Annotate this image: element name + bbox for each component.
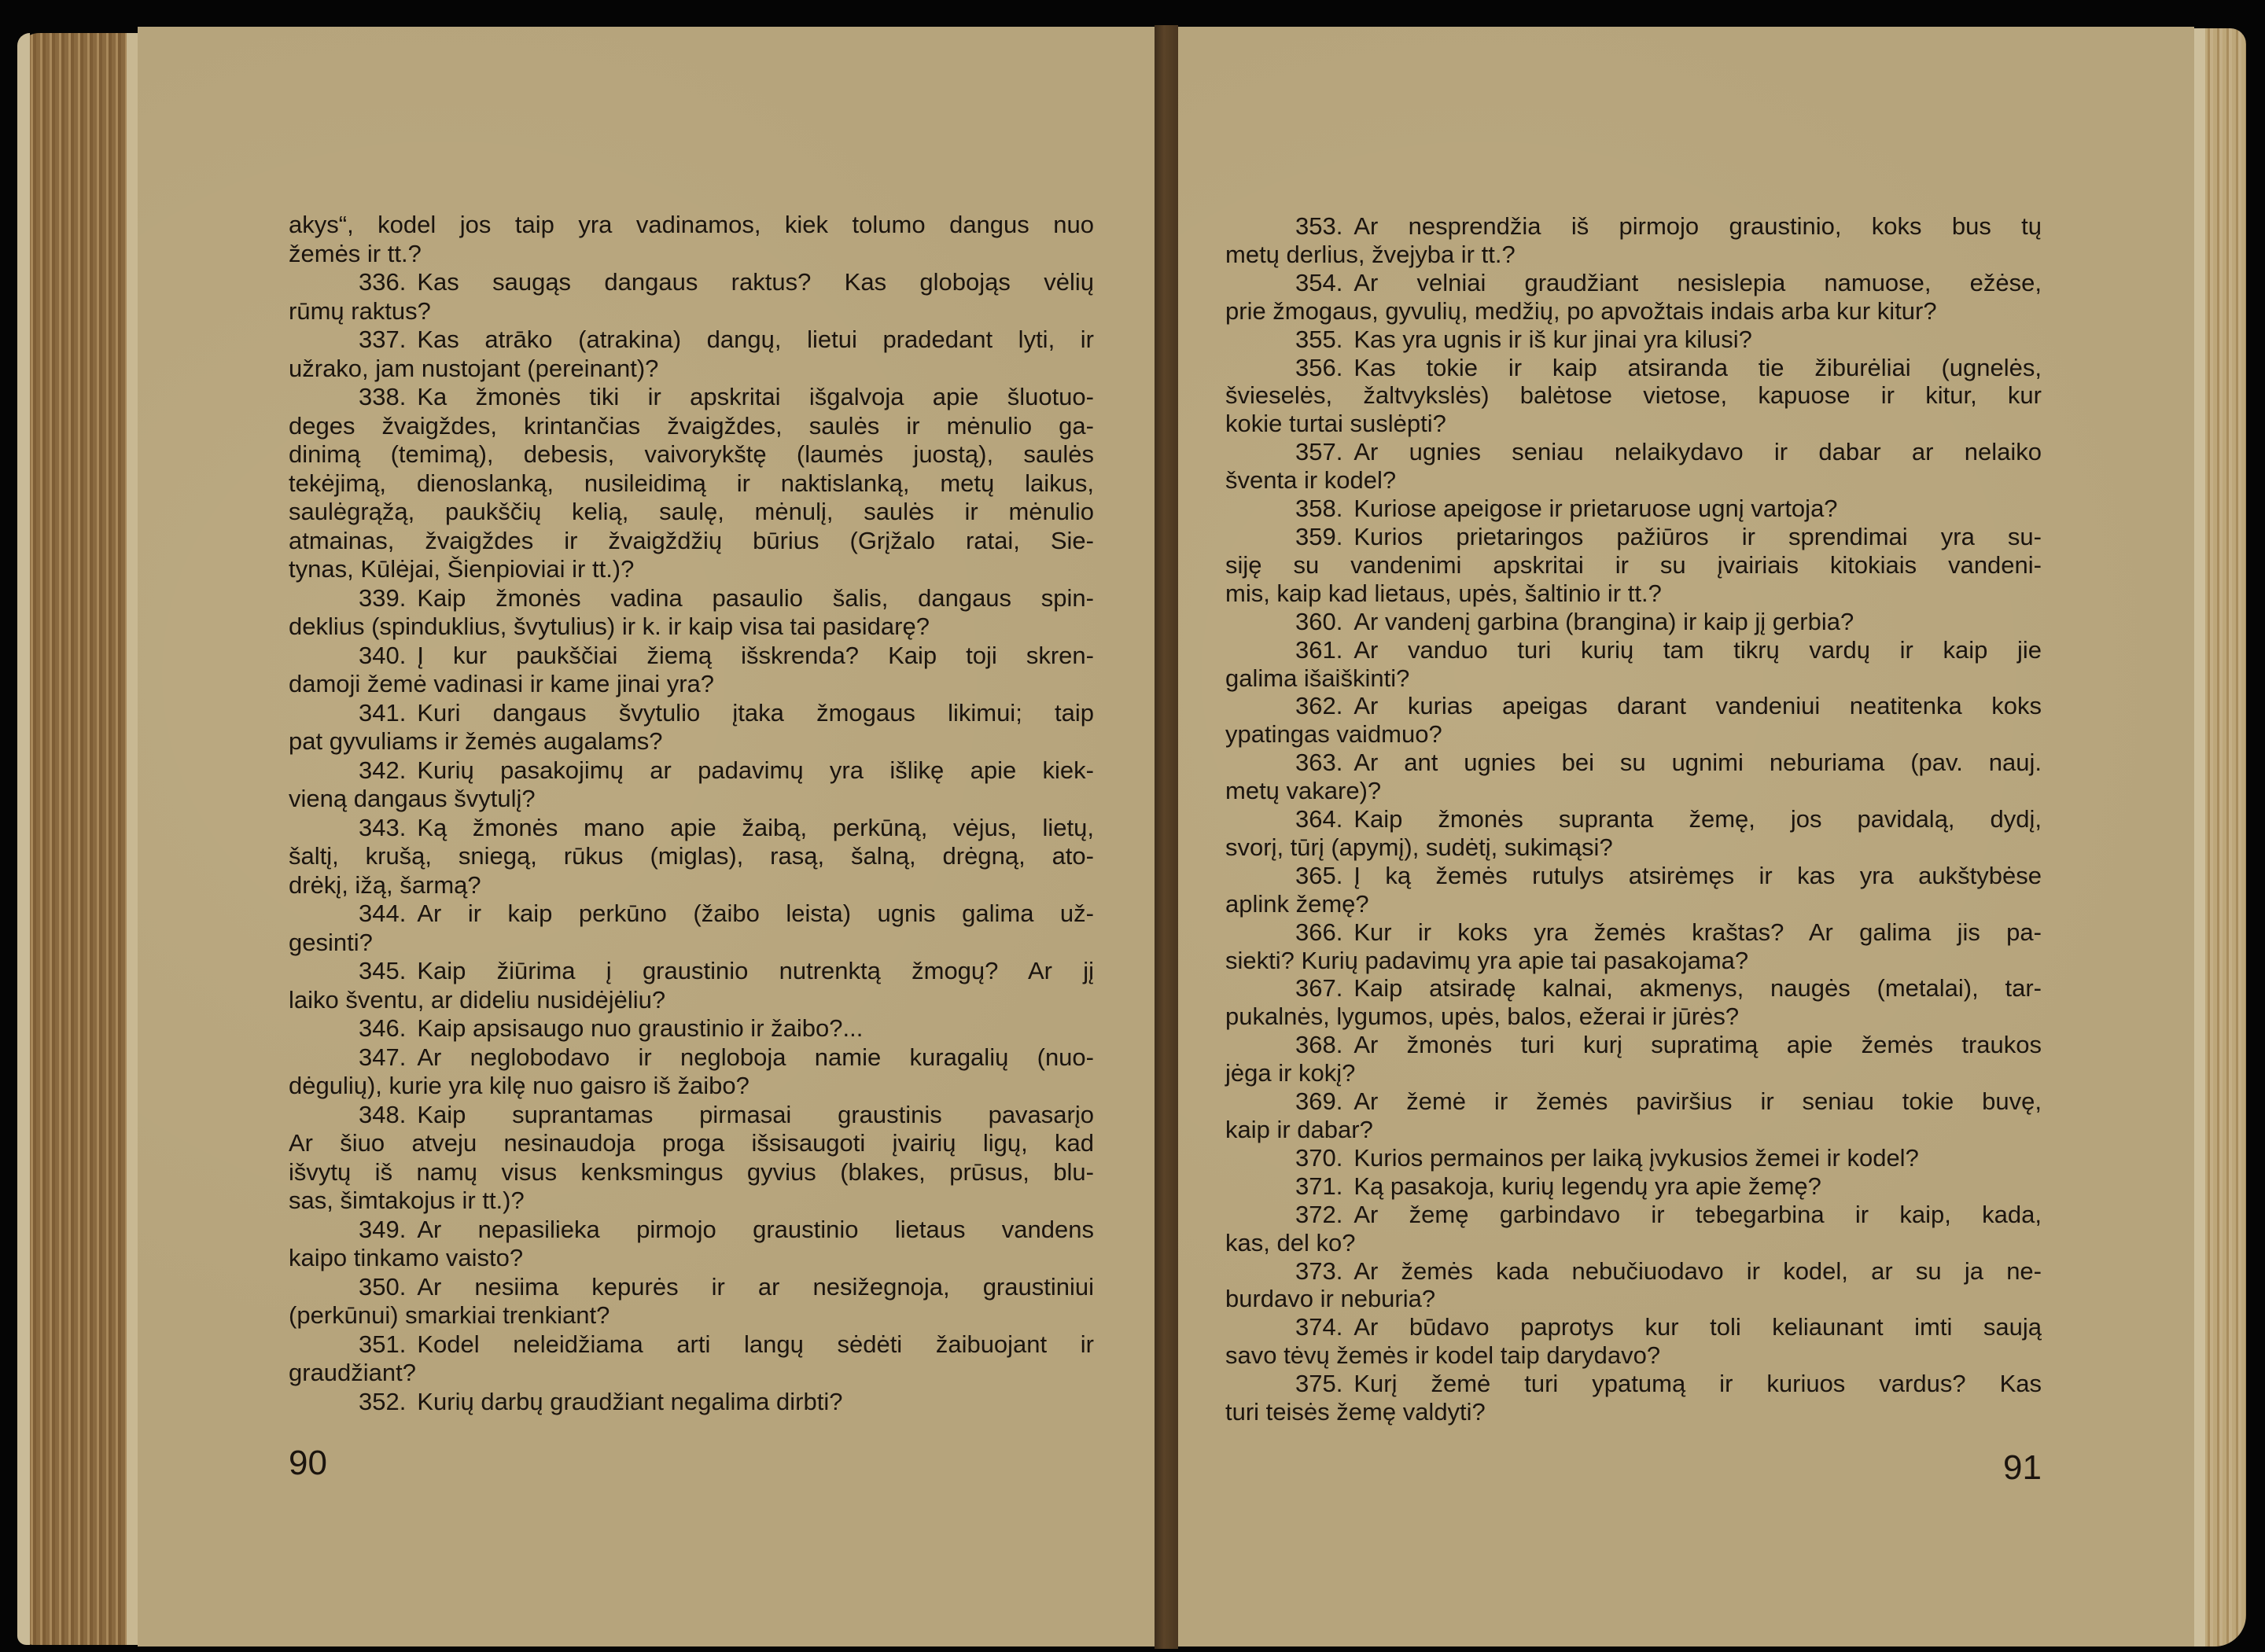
question-paragraph xyxy=(289,814,1094,900)
line-text: laiko šventu, ar dideliu nusidėjėliu? xyxy=(289,985,666,1014)
question-number: 374. xyxy=(1295,1313,1343,1341)
question-paragraph xyxy=(1225,1257,2042,1314)
question-paragraph xyxy=(289,1043,1094,1101)
line-text: pat gyvuliams ir žemės augalams? xyxy=(289,727,663,755)
line-text: siekti? Kurių padavimų yra apie tai pasakojama? xyxy=(1225,946,1749,974)
question-paragraph xyxy=(1225,1370,2042,1426)
page-edges-right xyxy=(2194,28,2246,1646)
continued-paragraph xyxy=(289,211,1094,268)
text-line xyxy=(289,1187,1094,1216)
line-text: Kaip apsisaugo nuo graustinio ir žaibo?... xyxy=(417,1014,864,1042)
line-text: Kaip žmonės vadina pasaulio šalis, dangaus spin- xyxy=(417,583,1094,612)
question-number: 362. xyxy=(1295,692,1343,720)
line-text: užrako, jam nustojant (pereinant)? xyxy=(289,354,659,382)
question-paragraph xyxy=(289,326,1094,383)
question-number: 355. xyxy=(1295,325,1343,353)
question-number: 359. xyxy=(1295,522,1343,550)
line-text: Ar ant ugnies bei su ugnimi neburiama (pav. nauj. xyxy=(1353,749,2042,777)
text-line xyxy=(1225,1229,2042,1257)
question-number: 366. xyxy=(1295,918,1343,946)
question-paragraph xyxy=(289,756,1094,814)
line-text: gesinti? xyxy=(289,928,373,956)
line-text: Kaip suprantamas pirmasai graustinis pavasarįo xyxy=(417,1100,1094,1128)
question-paragraph xyxy=(1225,805,2042,862)
question-number: 369. xyxy=(1295,1087,1343,1116)
text-line xyxy=(289,842,1094,871)
text-line xyxy=(289,1301,1094,1330)
question-paragraph xyxy=(1225,862,2042,918)
text-line xyxy=(1225,947,2042,975)
line-text: Ar nesiima kepurės ir ar nesižegnoja, graustiniui xyxy=(417,1272,1094,1301)
question-number: 358. xyxy=(1295,495,1343,523)
question-paragraph xyxy=(1225,608,2042,636)
question-paragraph xyxy=(289,268,1094,326)
text-line xyxy=(1225,212,2042,241)
line-text: Ar neglobodavo ir negloboja namie kuragalių (nuo- xyxy=(417,1043,1094,1071)
text-line xyxy=(289,469,1094,499)
question-paragraph xyxy=(289,1273,1094,1330)
text-line xyxy=(289,727,1094,756)
text-line xyxy=(1225,608,2042,636)
text-line xyxy=(1225,269,2042,297)
question-paragraph xyxy=(1225,636,2042,693)
line-text: mis, kaip kad lietaus, upės, šaltinio ir tt.? xyxy=(1225,579,1662,607)
text-line xyxy=(1225,410,2042,438)
text-line xyxy=(289,1216,1094,1245)
line-text: Kas atrāko (atrakina) dangų, lietui pradedant lyti, ir xyxy=(417,326,1094,353)
line-text: Ar nepasilieka pirmojo graustinio lietaus vandens xyxy=(417,1215,1094,1243)
question-paragraph xyxy=(1225,974,2042,1031)
text-line xyxy=(1225,749,2042,777)
line-text: tekėjimą, dienoslanką, nusileidimą ir naktislanką, metų laikus, xyxy=(289,469,1094,497)
question-paragraph xyxy=(1225,1172,2042,1201)
question-number: 360. xyxy=(1295,607,1343,635)
text-line xyxy=(1225,1285,2042,1313)
text-line xyxy=(1225,1031,2042,1059)
question-number: 341. xyxy=(359,698,407,727)
text-line xyxy=(1225,326,2042,354)
text-line xyxy=(289,900,1094,929)
text-line xyxy=(1225,777,2042,805)
line-text: Ar ugnies seniau nelaikydavo ir dabar ar nelaiko xyxy=(1353,438,2042,466)
line-text: siję su vandenimi apskritai ir su įvairiais kitokiais vandeni- xyxy=(1225,550,2042,579)
text-line xyxy=(1225,495,2042,523)
text-line xyxy=(289,211,1094,240)
line-text: galima išaiškinti? xyxy=(1225,664,1410,692)
text-line xyxy=(1225,551,2042,579)
text-line xyxy=(289,699,1094,728)
question-number: 375. xyxy=(1295,1370,1343,1398)
text-line xyxy=(289,383,1094,412)
line-text: damoji žemė vadinasi ir kame jinai yra? xyxy=(289,670,715,697)
text-line xyxy=(289,1101,1094,1130)
text-line xyxy=(289,1129,1094,1158)
question-paragraph xyxy=(289,584,1094,642)
line-text: Kas yra ugnis ir iš kur jinai yra kilusi? xyxy=(1353,325,1752,353)
text-line xyxy=(1225,1370,2042,1398)
line-text: Ar vandenį garbina (brangina) ir kaip jį gerbia? xyxy=(1353,607,1854,635)
question-number: 338. xyxy=(359,383,407,410)
line-text: metų vakare)? xyxy=(1225,777,1382,805)
text-line xyxy=(1225,297,2042,326)
text-line xyxy=(289,986,1094,1015)
question-paragraph xyxy=(1225,354,2042,439)
line-text: Kurios permainos per laiką įvykusios žemei ir kodel? xyxy=(1353,1143,1919,1172)
text-line xyxy=(289,297,1094,326)
question-number: 368. xyxy=(1295,1031,1343,1059)
text-line xyxy=(1225,1116,2042,1144)
line-text: Kurios prietaringos pažiūros ir sprendimai yra su- xyxy=(1353,522,2042,550)
text-line xyxy=(289,355,1094,384)
line-text: drėkį, ižą, šarmą? xyxy=(289,870,481,899)
line-text: Kas saugąs dangaus raktus? Kas globojąs vėlių xyxy=(417,268,1094,296)
line-text: dinimą (temimą), debesis, vaivorykštę (laumės juostą), saulės xyxy=(289,440,1094,468)
text-line xyxy=(1225,241,2042,269)
text-line xyxy=(289,929,1094,958)
question-number: 361. xyxy=(1295,635,1343,664)
text-line xyxy=(289,670,1094,699)
question-paragraph xyxy=(1225,326,2042,354)
question-paragraph xyxy=(289,699,1094,756)
line-text: Ar ir kaip perkūno (žaibo leista) ugnis galima už- xyxy=(417,900,1094,927)
page-number-left: 90 xyxy=(289,1444,327,1482)
line-text: Ar kurias apeigas darant vandeniui neatitenka koks xyxy=(1353,692,2042,720)
line-text: vieną dangaus švytulį? xyxy=(289,785,536,812)
line-text: tynas, Kūlėjai, Šienpioviai ir tt.)? xyxy=(289,555,635,583)
line-text: akys“, kodel jos taip yra vadinamos, kiek tolumo dangus nuo xyxy=(289,211,1094,238)
text-line xyxy=(289,412,1094,441)
text-line xyxy=(289,1388,1094,1417)
line-text: Ar žemė ir žemės paviršius ir seniau tokie buvę, xyxy=(1353,1087,2042,1116)
line-text: Kodel neleidžiama arti langų sėdėti žaibuojant ir xyxy=(417,1330,1094,1358)
question-paragraph xyxy=(289,1330,1094,1388)
text-line xyxy=(289,326,1094,355)
text-line xyxy=(289,1014,1094,1043)
question-paragraph xyxy=(289,1216,1094,1273)
text-line xyxy=(1225,1003,2042,1031)
line-text: deges žvaigždes, krintančias žvaigždes, saulės ir mėnulio ga- xyxy=(289,411,1094,440)
line-text: dėgulių), kurie yra kilę nuo gaisro iš žaibo? xyxy=(289,1072,749,1099)
question-number: 346. xyxy=(359,1014,407,1042)
line-text: švieselės, žaltvykslės) balėtose vietose, kapuose ir kitur, kur xyxy=(1225,381,2042,410)
question-number: 367. xyxy=(1295,974,1343,1003)
question-paragraph xyxy=(1225,495,2042,523)
text-line xyxy=(1225,579,2042,608)
text-line xyxy=(289,1244,1094,1273)
line-text: svorį, tūrį (apymį), sudėtį, sukimąsi? xyxy=(1225,833,1613,861)
question-paragraph xyxy=(1225,1087,2042,1144)
text-line xyxy=(1225,636,2042,664)
book-spine-gutter xyxy=(1155,25,1178,1649)
line-text: metų derlius, žvejyba ir tt.? xyxy=(1225,240,1516,268)
line-text: kaipo tinkamo vaisto? xyxy=(289,1244,524,1271)
question-paragraph xyxy=(1225,1144,2042,1172)
question-number: 356. xyxy=(1295,353,1343,381)
line-text: šventa ir kodel? xyxy=(1225,466,1397,495)
question-paragraph xyxy=(289,957,1094,1014)
text-line xyxy=(1225,890,2042,918)
line-text: išvytų iš namų visus kenksmingus gyvius (blakes, prūsus, blu- xyxy=(289,1157,1094,1186)
line-text: turi teisės žemę valdyti? xyxy=(1225,1398,1486,1426)
text-line xyxy=(289,814,1094,843)
question-number: 337. xyxy=(359,326,407,353)
line-text: Kaip atsiradę kalnai, akmenys, naugės (metalai), tar- xyxy=(1353,974,2042,1003)
text-line xyxy=(1225,1201,2042,1229)
question-paragraph xyxy=(1225,523,2042,608)
text-line xyxy=(1225,1172,2042,1201)
text-line xyxy=(289,613,1094,642)
text-line xyxy=(289,584,1094,613)
line-text: Kurių darbų graudžiant negalima dirbti? xyxy=(417,1387,843,1415)
question-number: 347. xyxy=(359,1043,407,1071)
line-text: jėga ir kokį? xyxy=(1225,1059,1356,1087)
question-paragraph xyxy=(289,642,1094,699)
line-text: Į ką žemės rutulys atsirėmęs ir kas yra aukštybėse xyxy=(1353,861,2042,889)
question-paragraph xyxy=(289,383,1094,584)
text-line xyxy=(289,1359,1094,1388)
text-line xyxy=(1225,1059,2042,1087)
text-line xyxy=(1225,1398,2042,1426)
line-text: Kuri dangaus švytulio įtaka žmogaus likimui; taip xyxy=(417,698,1094,727)
line-text: Kas tokie ir kaip atsiranda tie žiburėliai (ugnelės, xyxy=(1353,353,2042,381)
text-line xyxy=(289,1072,1094,1101)
text-line xyxy=(1225,466,2042,495)
line-text: Ar šiuo atveju nesinaudoja proga išsisaugoti įvairių ligų, kad xyxy=(289,1129,1094,1157)
text-line xyxy=(1225,381,2042,410)
text-line xyxy=(1225,692,2042,720)
text-line xyxy=(1225,833,2042,862)
line-text: Ar žmonės turi kurį supratimą apie žemės traukos xyxy=(1353,1031,2042,1059)
text-line xyxy=(289,440,1094,469)
text-line xyxy=(289,1158,1094,1187)
text-line xyxy=(1225,438,2042,466)
text-line xyxy=(1225,523,2042,551)
question-number: 372. xyxy=(1295,1200,1343,1228)
line-text: Kurių pasakojimų ar padavimų yra išlikę apie kiek- xyxy=(417,756,1094,784)
text-line xyxy=(1225,1087,2042,1116)
line-text: Kaip žmonės supranta žemę, jos pavidalą, dydį, xyxy=(1353,805,2042,833)
question-number: 336. xyxy=(359,268,407,296)
text-line xyxy=(1225,1144,2042,1172)
question-paragraph xyxy=(1225,692,2042,749)
question-number: 342. xyxy=(359,756,407,784)
question-paragraph xyxy=(289,1388,1094,1417)
question-paragraph xyxy=(289,1014,1094,1043)
right-page-text xyxy=(1225,212,2042,1426)
question-number: 364. xyxy=(1295,805,1343,833)
question-paragraph xyxy=(1225,269,2042,326)
line-text: šaltį, krušą, sniegą, rūkus (miglas), rasą, šalną, drėgną, ato- xyxy=(289,842,1094,870)
question-number: 345. xyxy=(359,957,407,984)
text-line xyxy=(289,498,1094,527)
question-number: 365. xyxy=(1295,861,1343,889)
text-line xyxy=(289,1330,1094,1359)
page-number-right: 91 xyxy=(2003,1448,2042,1487)
text-line xyxy=(289,756,1094,786)
question-number: 352. xyxy=(359,1387,407,1415)
page-edges-left xyxy=(17,33,139,1645)
text-line xyxy=(1225,720,2042,749)
text-line xyxy=(289,642,1094,671)
line-text: aplink žemę? xyxy=(1225,889,1369,918)
text-line xyxy=(289,268,1094,297)
question-paragraph xyxy=(289,900,1094,957)
line-text: ypatingas vaidmuo? xyxy=(1225,720,1442,749)
question-number: 348. xyxy=(359,1100,407,1128)
line-text: Į kur paukščiai žiemą išskrenda? Kaip toji skren- xyxy=(417,641,1094,669)
line-text: sas, šimtakojus ir tt.)? xyxy=(289,1187,525,1214)
line-text: Ar žemės kada nebučiuodavo ir kodel, ar su ja ne- xyxy=(1353,1256,2042,1285)
line-text: Ar velniai graudžiant nesislepia namuose, ežėse, xyxy=(1353,268,2042,296)
question-paragraph xyxy=(1225,749,2042,805)
line-text: kokie turtai suslėpti? xyxy=(1225,410,1446,438)
text-line xyxy=(289,527,1094,556)
line-text: Ar vanduo turi kurių tam tikrų vardų ir kaip jie xyxy=(1353,635,2042,664)
text-line xyxy=(289,1273,1094,1302)
line-text: Ar būdavo paprotys kur toli keliaunant imti saują xyxy=(1353,1313,2042,1341)
question-paragraph xyxy=(1225,918,2042,975)
question-number: 354. xyxy=(1295,268,1343,296)
question-number: 349. xyxy=(359,1215,407,1243)
text-line xyxy=(289,957,1094,986)
question-paragraph xyxy=(1225,1313,2042,1370)
question-number: 350. xyxy=(359,1272,407,1301)
text-line xyxy=(1225,862,2042,890)
line-text: (perkūnui) smarkiai trenkiant? xyxy=(289,1301,610,1329)
question-number: 344. xyxy=(359,900,407,927)
question-paragraph xyxy=(1225,1201,2042,1257)
line-text: Ar žemę garbindavo ir tebegarbina ir kaip, kada, xyxy=(1353,1200,2042,1228)
line-text: kas, del ko? xyxy=(1225,1228,1356,1256)
text-line xyxy=(289,240,1094,269)
question-number: 371. xyxy=(1295,1172,1343,1200)
line-text: Kurį žemė turi ypatumą ir kuriuos vardus? Kas xyxy=(1353,1370,2042,1398)
line-text: Ka žmonės tiki ir apskritai išgalvoja apie šluotuo- xyxy=(417,383,1094,410)
line-text: saulėgrąžą, paukščių kelią, saulę, mėnulį, saulės ir mėnulio xyxy=(289,498,1094,525)
line-text: prie žmogaus, gyvulių, medžių, po apvožtais indais arba kur kitur? xyxy=(1225,296,1937,325)
text-line xyxy=(1225,1341,2042,1370)
text-line xyxy=(289,1043,1094,1073)
question-number: 370. xyxy=(1295,1143,1343,1172)
question-number: 351. xyxy=(359,1330,407,1358)
text-line xyxy=(1225,1313,2042,1341)
question-paragraph xyxy=(1225,1031,2042,1087)
text-line xyxy=(289,785,1094,814)
question-number: 373. xyxy=(1295,1256,1343,1285)
question-paragraph xyxy=(1225,438,2042,495)
line-text: Kuriose apeigose ir prietaruose ugnį vartoja? xyxy=(1353,495,1838,523)
line-text: Ar nesprendžia iš pirmojo graustinio, koks bus tų xyxy=(1353,212,2042,240)
left-page-text xyxy=(289,211,1094,1416)
line-text: savo tėvų žemės ir kodel taip darydavo? xyxy=(1225,1341,1661,1370)
line-text: Ką žmonės mano apie žaibą, perkūną, vėjus, lietų, xyxy=(417,813,1094,841)
line-text: graudžiant? xyxy=(289,1359,417,1386)
text-line xyxy=(1225,805,2042,833)
question-number: 357. xyxy=(1295,438,1343,466)
line-text: atmainas, žvaigždes ir žvaigždžių būrius (Grįžalo ratai, Sie- xyxy=(289,526,1094,554)
question-paragraph xyxy=(289,1101,1094,1216)
line-text: pukalnės, lygumos, upės, balos, ežerai ir jūrės? xyxy=(1225,1003,1740,1031)
text-line xyxy=(289,555,1094,584)
text-line xyxy=(1225,918,2042,947)
text-line xyxy=(1225,1257,2042,1286)
line-text: kaip ir dabar? xyxy=(1225,1116,1373,1143)
question-number: 340. xyxy=(359,641,407,669)
question-number: 339. xyxy=(359,583,407,612)
question-number: 363. xyxy=(1295,749,1343,777)
line-text: Ką pasakoja, kurių legendų yra apie žemę? xyxy=(1353,1172,1821,1200)
line-text: burdavo ir neburia? xyxy=(1225,1285,1436,1313)
question-number: 353. xyxy=(1295,212,1343,240)
line-text: deklius (spinduklius, švytulius) ir k. ir kaip visa tai pasidarę? xyxy=(289,613,930,640)
line-text: žemės ir tt.? xyxy=(289,239,422,267)
text-line xyxy=(1225,974,2042,1003)
text-line xyxy=(289,871,1094,900)
text-line xyxy=(1225,354,2042,382)
line-text: rūmų raktus? xyxy=(289,296,431,325)
text-line xyxy=(1225,664,2042,693)
line-text: Kaip žiūrima į graustinio nutrenktą žmogų? Ar jį xyxy=(417,957,1094,984)
line-text: Kur ir koks yra žemės kraštas? Ar galima jis pa- xyxy=(1353,918,2042,946)
question-number: 343. xyxy=(359,813,407,841)
question-paragraph xyxy=(1225,212,2042,269)
